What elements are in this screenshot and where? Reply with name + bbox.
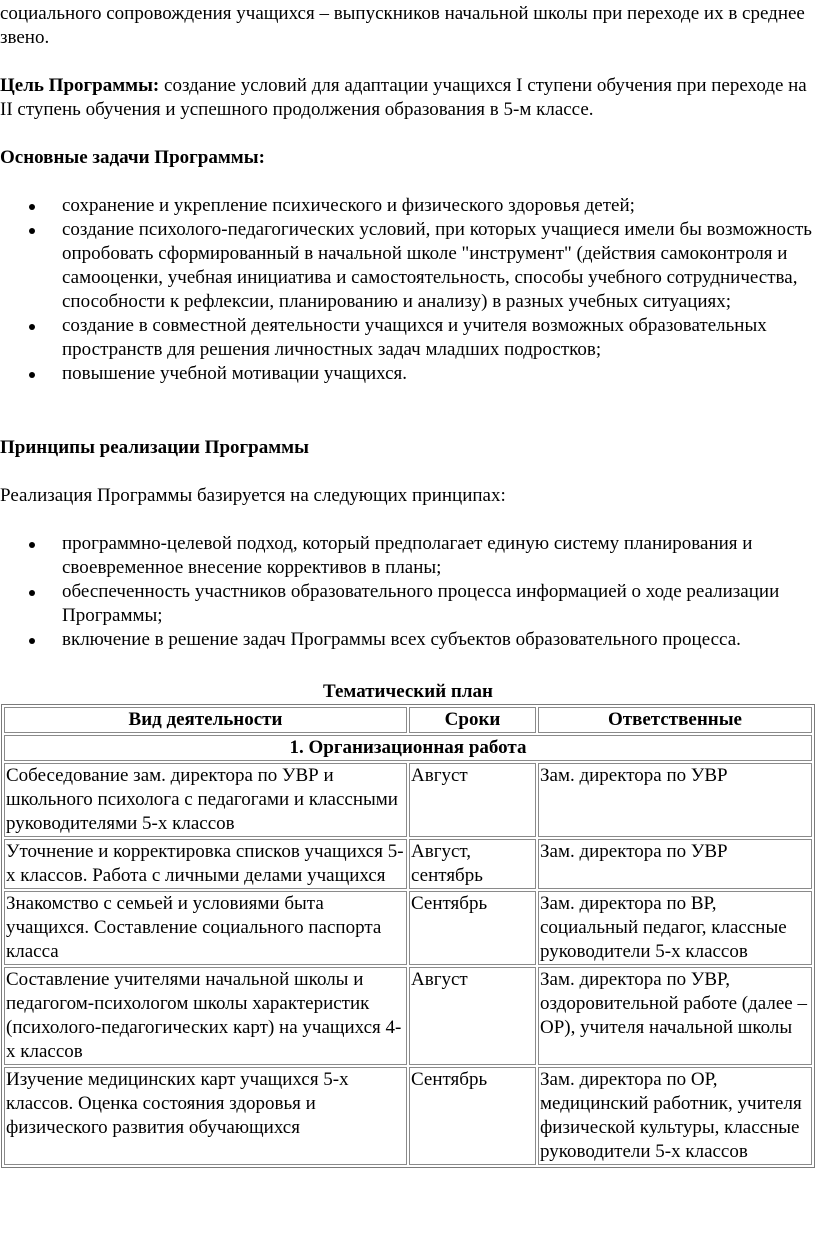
goal-paragraph bbox=[0, 74, 812, 122]
plan-table bbox=[1, 704, 815, 1168]
list-item bbox=[0, 628, 816, 652]
column-header-responsible: Ответственные bbox=[538, 707, 812, 733]
table-header-row bbox=[4, 707, 812, 733]
list-item-text: включение в решение задач Программы всех субъектов образовательного процесса. bbox=[62, 629, 741, 650]
table-row bbox=[4, 839, 812, 889]
bullet-icon bbox=[29, 324, 35, 330]
list-item-text: повышение учебной мотивации учащихся. bbox=[62, 363, 408, 384]
tasks-heading-text: Основные задачи Программы: bbox=[0, 147, 265, 168]
list-item bbox=[0, 194, 816, 218]
principles-heading-text: Принципы реализации Программы bbox=[0, 437, 309, 458]
table-cell-dates: Сентябрь bbox=[409, 891, 536, 965]
bullet-icon bbox=[29, 590, 35, 596]
table-row bbox=[4, 891, 812, 965]
table-cell-dates: Август bbox=[409, 967, 536, 1065]
list-item-text: программно-целевой подход, который предполагает единую систему планирования и своевременное внесение коррективов в планы; bbox=[62, 533, 753, 578]
table-cell-activity: Знакомство с семьей и условиями быта учащихся. Составление социального паспорта класса bbox=[4, 891, 407, 965]
principles-heading bbox=[0, 436, 309, 460]
list-item-text: сохранение и укрепление психического и физического здоровья детей; bbox=[62, 195, 635, 216]
list-item bbox=[0, 532, 816, 580]
table-section-row bbox=[4, 735, 812, 761]
list-item bbox=[0, 362, 816, 386]
table-cell-activity: Собеседование зам. директора по УВР и школьного психолога с педагогами и классными руководителями 5-х классов bbox=[4, 763, 407, 837]
list-item-text: обеспеченность участников образовательного процесса информацией о ходе реализации Программы; bbox=[62, 581, 780, 626]
table-cell-dates: Август bbox=[409, 763, 536, 837]
principles-list bbox=[0, 532, 816, 652]
table-row bbox=[4, 1067, 812, 1165]
table-cell-responsible: Зам. директора по ОР, медицинский работник, учителя физической культуры, классные руководители 5-х классов bbox=[538, 1067, 812, 1165]
list-item-text: создание психолого-педагогических условий, при которых учащиеся имели бы возможность опробовать сформированный в начальной школе "инструмент" (действия самоконтроля и самооценки, учебная инициатива и самостоятельность, способы учебного сотрудничества, способности к рефлексии, планированию и анализу) в разных учебных ситуациях; bbox=[62, 219, 812, 312]
principles-intro: Реализация Программы базируется на следующих принципах: bbox=[0, 485, 506, 506]
list-item bbox=[0, 218, 816, 314]
intro-paragraph: социального сопровождения учащихся – выпускников начальной школы при переходе их в среднее звено. bbox=[0, 3, 805, 48]
list-item bbox=[0, 314, 816, 362]
table-row bbox=[4, 763, 812, 837]
table-row bbox=[4, 967, 812, 1065]
bullet-icon bbox=[29, 228, 35, 234]
column-header-dates: Сроки bbox=[409, 707, 536, 733]
table-cell-dates: Сентябрь bbox=[409, 1067, 536, 1165]
table-cell-responsible: Зам. директора по УВР, оздоровительной работе (далее – ОР), учителя начальной школы bbox=[538, 967, 812, 1065]
table-cell-activity: Уточнение и корректировка списков учащихся 5-х классов. Работа с личными делами учащихся bbox=[4, 839, 407, 889]
table-cell-activity: Изучение медицинских карт учащихся 5-х классов. Оценка состояния здоровья и физического развития обучающихся bbox=[4, 1067, 407, 1165]
table-cell-responsible: Зам. директора по УВР bbox=[538, 763, 812, 837]
bullet-icon bbox=[29, 638, 35, 644]
list-item-text: создание в совместной деятельности учащихся и учителя возможных образовательных пространств для решения личностных задач младших подростков; bbox=[62, 315, 767, 360]
goal-label: Цель Программы: bbox=[0, 75, 160, 96]
tasks-heading bbox=[0, 146, 265, 170]
bullet-icon bbox=[29, 372, 35, 378]
table-cell-activity: Составление учителями начальной школы и педагогом-психологом школы характеристик (психолого-педагогических карт) на учащихся 4-х классов bbox=[4, 967, 407, 1065]
bullet-icon bbox=[29, 204, 35, 210]
plan-table-title: Тематический план bbox=[323, 681, 493, 702]
column-header-activity: Вид деятельности bbox=[4, 707, 407, 733]
bullet-icon bbox=[29, 542, 35, 548]
list-item bbox=[0, 580, 816, 628]
goal-text: создание условий для адаптации учащихся I ступени обучения при переходе на II ступень обучения и успешного продолжения образования в 5-м классе. bbox=[0, 75, 807, 120]
section-title: 1. Организационная работа bbox=[4, 735, 812, 761]
tasks-list bbox=[0, 194, 816, 386]
table-cell-responsible: Зам. директора по УВР bbox=[538, 839, 812, 889]
table-cell-responsible: Зам. директора по ВР, социальный педагог, классные руководители 5-х классов bbox=[538, 891, 812, 965]
table-cell-dates: Август, сентябрь bbox=[409, 839, 536, 889]
